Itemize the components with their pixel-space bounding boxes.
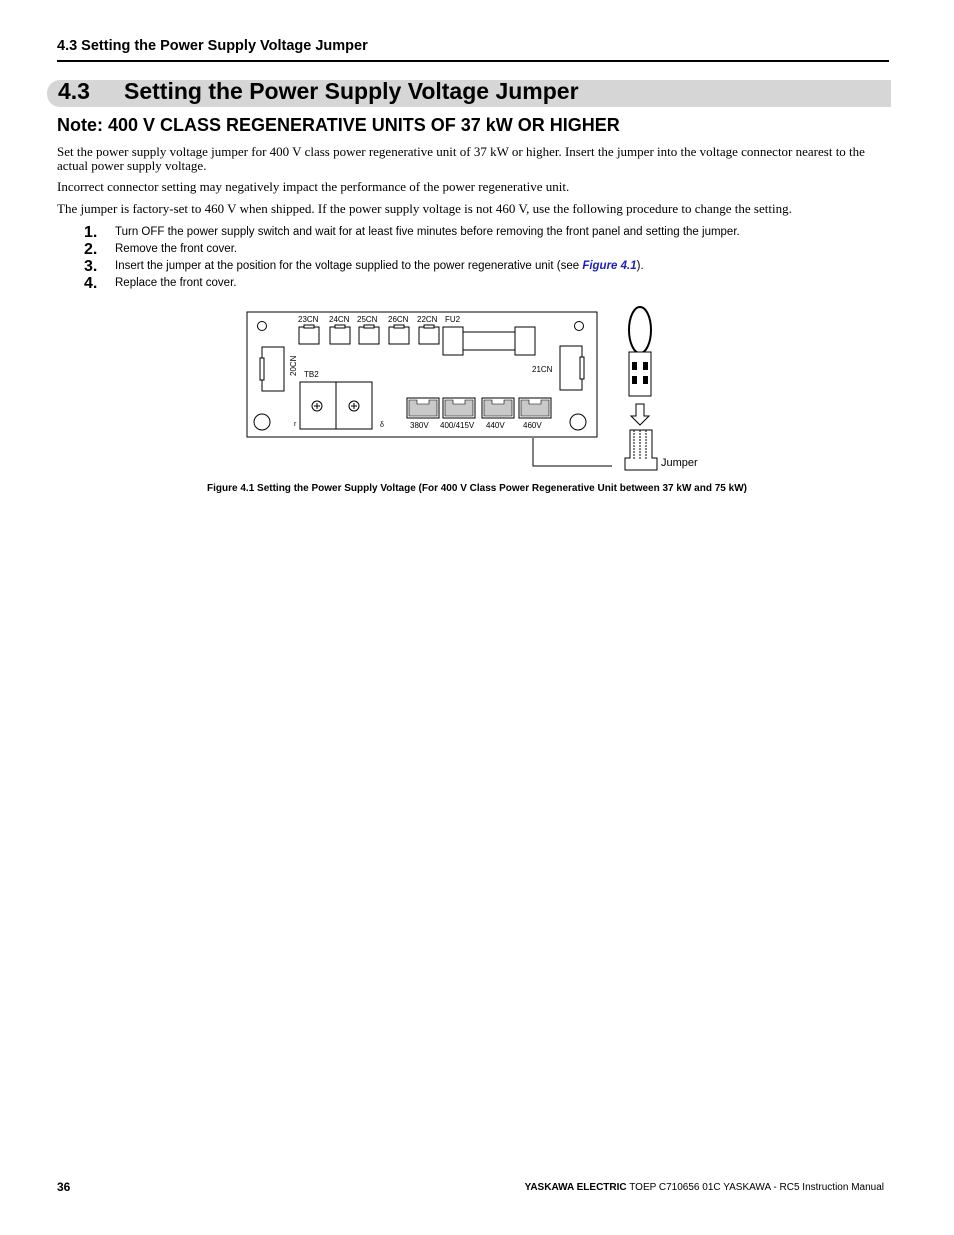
step-number: 2. [84,241,98,258]
connector-label: 23CN [298,315,319,324]
connector-tab [394,325,404,328]
header-rule [57,60,889,62]
page-number: 36 [57,1180,71,1194]
connector-tab [580,357,584,379]
jumper-illustration [625,307,657,470]
section-title: Setting the Power Supply Voltage Jumper [124,78,579,104]
voltage-label: 440V [486,421,505,430]
step-text-before: Insert the jumper at the position for the voltage supplied to the power regenerative unit (see [115,260,583,272]
jumper-loop [629,307,651,353]
terminal-mark: r [294,421,297,428]
voltage-connector-380v [407,398,439,418]
jumper-slot [643,362,648,370]
section-number: 4.3 [58,78,90,104]
jumper-slot [643,376,648,384]
step-text: Remove the front cover. [115,243,238,255]
connector-label: 24CN [329,315,350,324]
connector-tab [335,325,345,328]
footer-doc-info [525,1182,884,1193]
connector-label: 20CN [289,355,298,376]
step-text-after: ). [636,260,644,272]
step-number: 1. [84,224,98,241]
voltage-label: 460V [523,421,542,430]
step-text [115,260,644,272]
jumper-board-diagram [240,300,720,480]
connector-tab [260,358,264,380]
connector-label: 26CN [388,315,409,324]
step-number: 4. [84,275,98,292]
paragraph-intro: Set the power supply voltage jumper for 400 V class power regenerative unit of 37 kW or higher. Insert the jumper into the voltage connector nearest to the actual power supply voltage. [57,144,865,173]
voltage-label: 400/415V [440,421,475,430]
paragraph-warning: Incorrect connector setting may negatively impact the performance of the power regenerative unit. [57,179,570,194]
terminal-mark: δ [380,422,384,429]
running-header: 4.3 Setting the Power Supply Voltage Jumper [57,38,368,54]
figure-link[interactable]: Figure 4.1 [582,260,637,272]
connector-tab [424,325,434,328]
jumper-slot [632,362,637,370]
connector-label: 21CN [532,365,553,374]
voltage-connector-440v [482,398,514,418]
footer-brand: YASKAWA ELECTRIC [524,1182,627,1193]
leader-line [533,438,612,466]
connector-label: 25CN [357,315,378,324]
jumper-header-base [625,430,657,470]
connector-tab [304,325,314,328]
step-text: Turn OFF the power supply switch and wait for at least five minutes before removing the front panel and setting the jumper. [115,226,740,238]
connector-tab [364,325,374,328]
voltage-label: 380V [410,421,429,430]
step-text: Replace the front cover. [115,277,237,289]
note-heading: Note: 400 V CLASS REGENERATIVE UNITS OF 37 kW OR HIGHER [57,115,620,135]
jumper-housing [629,352,651,396]
terminal-label: TB2 [304,370,319,379]
fuse-label: FU2 [445,315,461,324]
paragraph-factory-setting: The jumper is factory-set to 460 V when shipped. If the power supply voltage is not 460 V, use the following procedure to change the setting. [57,201,792,216]
connector-label: 22CN [417,315,438,324]
jumper-label: Jumper [661,457,698,469]
figure-caption: Figure 4.1 Setting the Power Supply Voltage (For 400 V Class Power Regenerative Unit between 37 kW and 75 kW) [207,483,747,494]
voltage-connector-400-415v [443,398,475,418]
jumper-slot [632,376,637,384]
step-number: 3. [84,258,98,275]
voltage-connector-460v [519,398,551,418]
arrow-down-icon [631,404,649,425]
footer-doc-ref: TOEP C710656 01C YASKAWA - RC5 Instruction Manual [626,1182,884,1193]
